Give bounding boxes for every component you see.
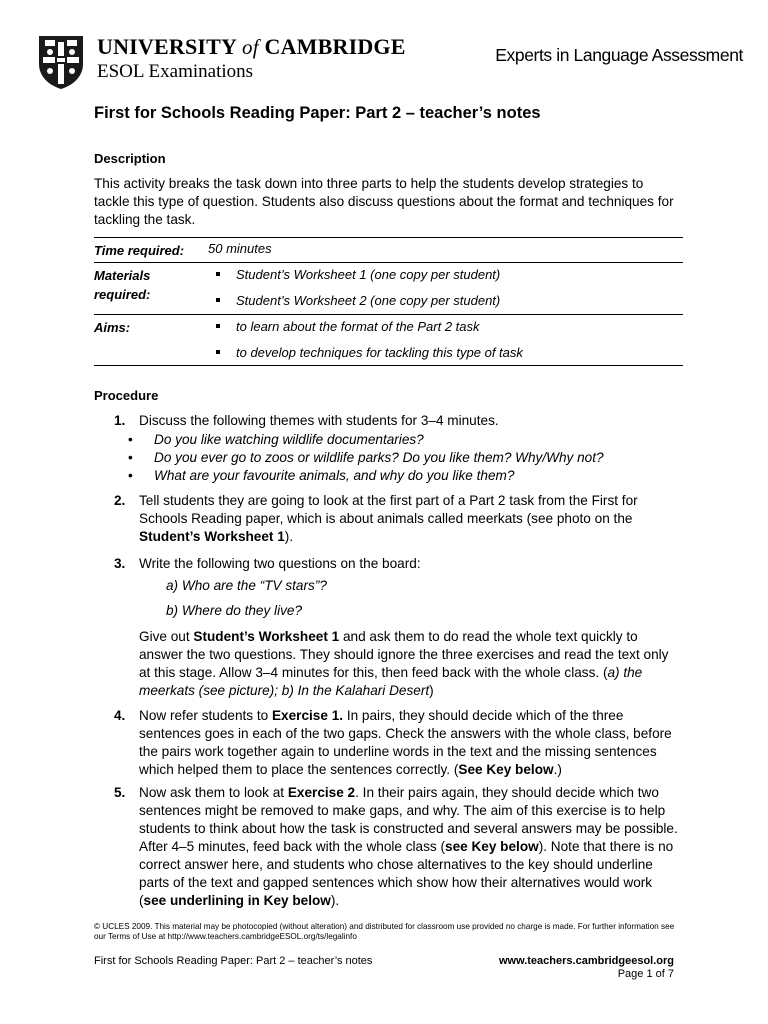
list-item: • What are your favourite animals, and why do you like them? [154, 467, 514, 485]
description-heading: Description [94, 151, 166, 166]
list-item: • Do you like watching wildlife documentaries? [154, 431, 424, 449]
document-page: UNIVERSITY of CAMBRIDGE ESOL Examinations Experts in Language Assessment First for Schools Reading Paper: Part 2 – teacher’s notes Description This activity breaks the task down into three parts to help the students develop strategies to tackle this type of question. Students also discuss questions about the format and techniques for tackling the task. Time required: 50 minutes Materials required: Student’s Worksheet 1 (one copy per student) Student’s Worksheet 2 (one copy per student) Aims: to learn about the format of the Part 2 task to develop techniques for tackling this type of task Procedure 1. Discuss the following themes with students for 3–4 minutes. • Do you like watching wildlife documentaries? • Do you ever go to zoos or wildlife parks? Do you like them? Why/Why not? • What are your favourite animals, and why do you like them? 2. Tell students they are going to look at the first part of a Part 2 task from the First for Schools Reading paper, which is about animals called meerkats (see photo on the Student’s Worksheet 1). 3. Write the following two questions on the board: a) Who are the “TV stars”? b) Where do they live? Give out Student’s Worksheet 1 and ask them to do read the whole text quickly to answer the two questions. They should ignore the three exercises and read the text only at this stage. Allow 3–4 minutes for this, then feed back with the whole class. (a) the meerkats (see picture); b) In the Kalahari Desert) 4. Now refer students to Exercise 1. In pairs, they should decide which of the three sentences goes in each of the two gaps. Check the answers with the whole class, before the pairs work together again to underline words in the text and the missing sentences which helped them to place the sentences correctly. (See Key below.) 5. Now ask them to look at Exercise 2. In their pairs again, they should decide which two sentences might be removed to make gaps, and why. The aim of this exercise is to help students to think about how the task is constructed and several answers may be possible. After 4–5 minutes, feed back with the whole class (see Key below). Note that there is no correct answer here, and students who chose alternatives to the key should underline parts of the text and gapped sentences which show how their alternatives would work (see underlining in Key below). © UCLES 2009. This material may be photocopied (without alteration) and distributed for classroom use provided no charge is made. For further information see our Terms of Use at http://www.teachers.cambridgeESOL.org/ts/legalinfo First for Schools Reading Paper: Part 2 – teacher’s notes www.teachers.cambridgeesol.org Page 1 of 7 [0, 0, 768, 1024]
page-title: First for Schools Reading Paper: Part 2 – teacher’s notes [94, 104, 541, 122]
list-item: to learn about the format of the Part 2 task [208, 318, 683, 335]
copyright-notice: © UCLES 2009. This material may be photocopied (without alteration) and distributed for classroom use provided no charge is made. For further information see our Terms of Use at http://www.teachers.cambridgeESOL.org/ts/legalinfo [94, 922, 675, 941]
description-text: This activity breaks the task down into three parts to help the students develop strategies to tackle this type of question. Students also discuss questions about the format and techniques for tackling the task. [94, 176, 674, 227]
page-number: Page 1 of 7 [617, 968, 674, 980]
university-name: UNIVERSITY of CAMBRIDGE [97, 34, 406, 59]
materials-label: Materials required: [94, 268, 151, 302]
footer-url: www.teachers.cambridgeesol.org [498, 955, 674, 967]
cambridge-crest-icon [37, 34, 85, 90]
time-label: Time required: [94, 243, 185, 258]
question-a: a) Who are the “TV stars”? [166, 578, 327, 593]
footer-title: First for Schools Reading Paper: Part 2 – teacher’s notes [94, 955, 373, 967]
esol-subtitle: ESOL Examinations [97, 61, 254, 82]
procedure-heading: Procedure [94, 388, 159, 403]
list-item: • Do you ever go to zoos or wildlife parks? Do you like them? Why/Why not? [154, 449, 604, 467]
info-table [94, 237, 683, 366]
aims-list [208, 318, 683, 361]
materials-list [208, 266, 683, 309]
list-item: Student’s Worksheet 2 (one copy per student) [208, 292, 683, 309]
time-value: 50 minutes [208, 241, 272, 256]
aims-label: Aims: [94, 320, 131, 335]
question-b: b) Where do they live? [166, 603, 303, 618]
tagline: Experts in Language Assessment [495, 45, 743, 65]
list-item: to develop techniques for tackling this type of task [208, 344, 683, 361]
list-item: Student’s Worksheet 1 (one copy per student) [208, 266, 683, 283]
